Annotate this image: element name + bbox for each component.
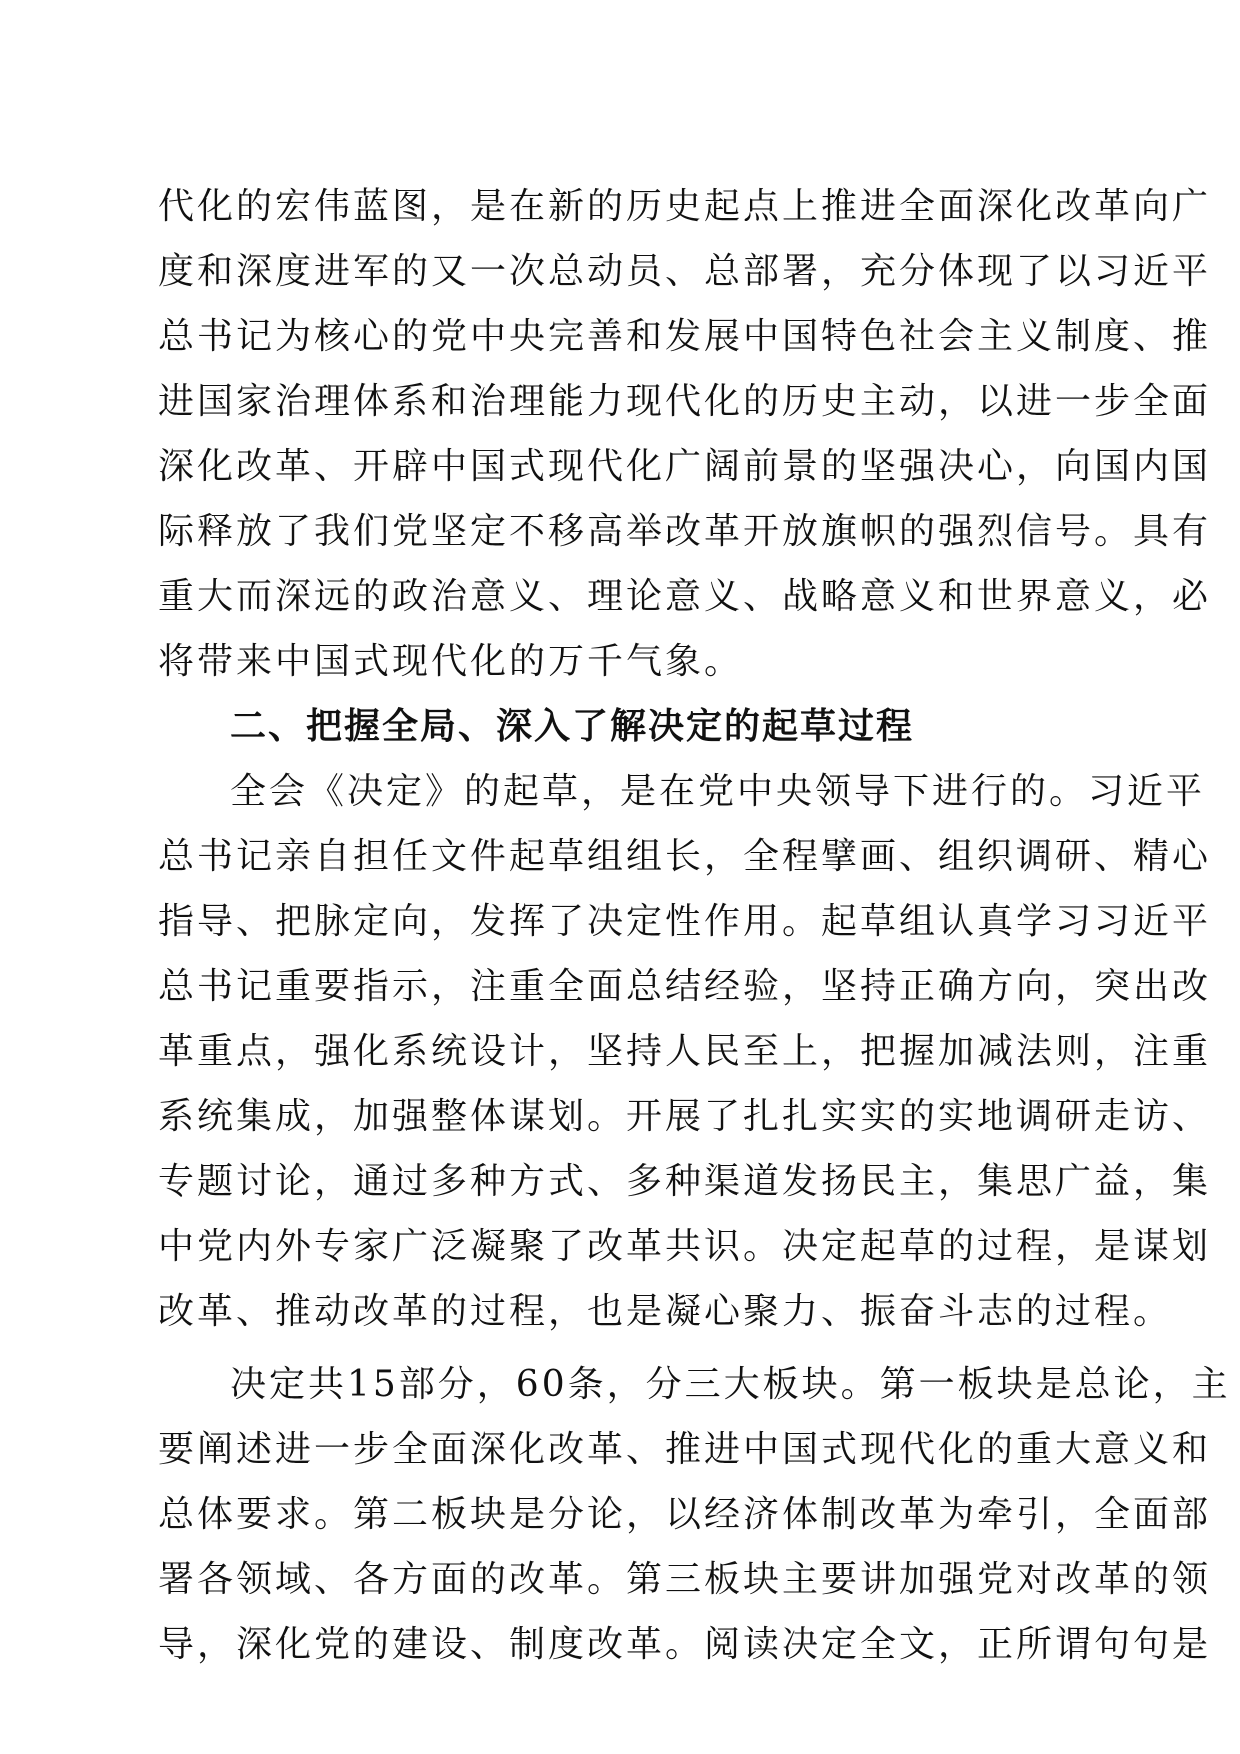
text-line: 进国家治理体系和治理能力现代化的历史主动，以进一步全面: [158, 381, 1212, 422]
text-line: 改革、推动改革的过程，也是凝心聚力、振奋斗志的过程。: [158, 1291, 1173, 1332]
document-body: [158, 174, 1231, 1677]
text-line: 指导、把脉定向，发挥了决定性作用。起草组认真学习习近平: [158, 901, 1212, 942]
paragraph-3: [158, 1352, 1231, 1677]
text-line: 署各领域、各方面的改革。第三板块主要讲加强党对改革的领: [158, 1559, 1212, 1600]
text-line: 专题讨论，通过多种方式、多种渠道发扬民主，集思广益，集: [158, 1161, 1212, 1202]
paragraph-1: [158, 174, 1212, 694]
text-line: 度和深度进军的又一次总动员、总部署，充分体现了以习近平: [158, 251, 1212, 292]
text-line: 深化改革、开辟中国式现代化广阔前景的坚强决心，向国内国: [158, 446, 1212, 487]
text-line: 总体要求。第二板块是分论，以经济体制改革为牵引，全面部: [158, 1494, 1212, 1535]
text-line: 将带来中国式现代化的万千气象。: [158, 641, 744, 682]
text-line: 决定共15部分，60条，分三大板块。第一板块是总论，主: [230, 1364, 1231, 1405]
text-line: 中党内外专家广泛凝聚了改革共识。决定起草的过程，是谋划: [158, 1226, 1212, 1267]
text-line: 全会《决定》的起草，是在党中央领导下进行的。习近平: [230, 771, 1206, 812]
text-line: 重大而深远的政治意义、理论意义、战略意义和世界意义，必: [158, 576, 1212, 617]
text-line: 代化的宏伟蓝图，是在新的历史起点上推进全面深化改革向广: [158, 186, 1212, 227]
text-line: 总书记重要指示，注重全面总结经验，坚持正确方向，突出改: [158, 966, 1212, 1007]
section-heading: 二、把握全局、深入了解决定的起草过程: [230, 706, 915, 747]
text-line: 系统集成，加强整体谋划。开展了扎扎实实的实地调研走访、: [158, 1096, 1212, 1137]
paragraph-gap: [158, 1344, 1058, 1352]
text-line: 际释放了我们党坚定不移高举改革开放旗帜的强烈信号。具有: [158, 511, 1212, 552]
paragraph-2: [158, 759, 1212, 1344]
text-line: 革重点，强化系统设计，坚持人民至上，把握加减法则，注重: [158, 1031, 1212, 1072]
text-line: 总书记亲自担任文件起草组组长，全程擘画、组织调研、精心: [158, 836, 1212, 877]
text-line: 要阐述进一步全面深化改革、推进中国式现代化的重大意义和: [158, 1429, 1212, 1470]
text-line: 导，深化党的建设、制度改革。阅读决定全文，正所谓句句是: [158, 1624, 1212, 1665]
text-line: 总书记为核心的党中央完善和发展中国特色社会主义制度、推: [158, 316, 1212, 357]
